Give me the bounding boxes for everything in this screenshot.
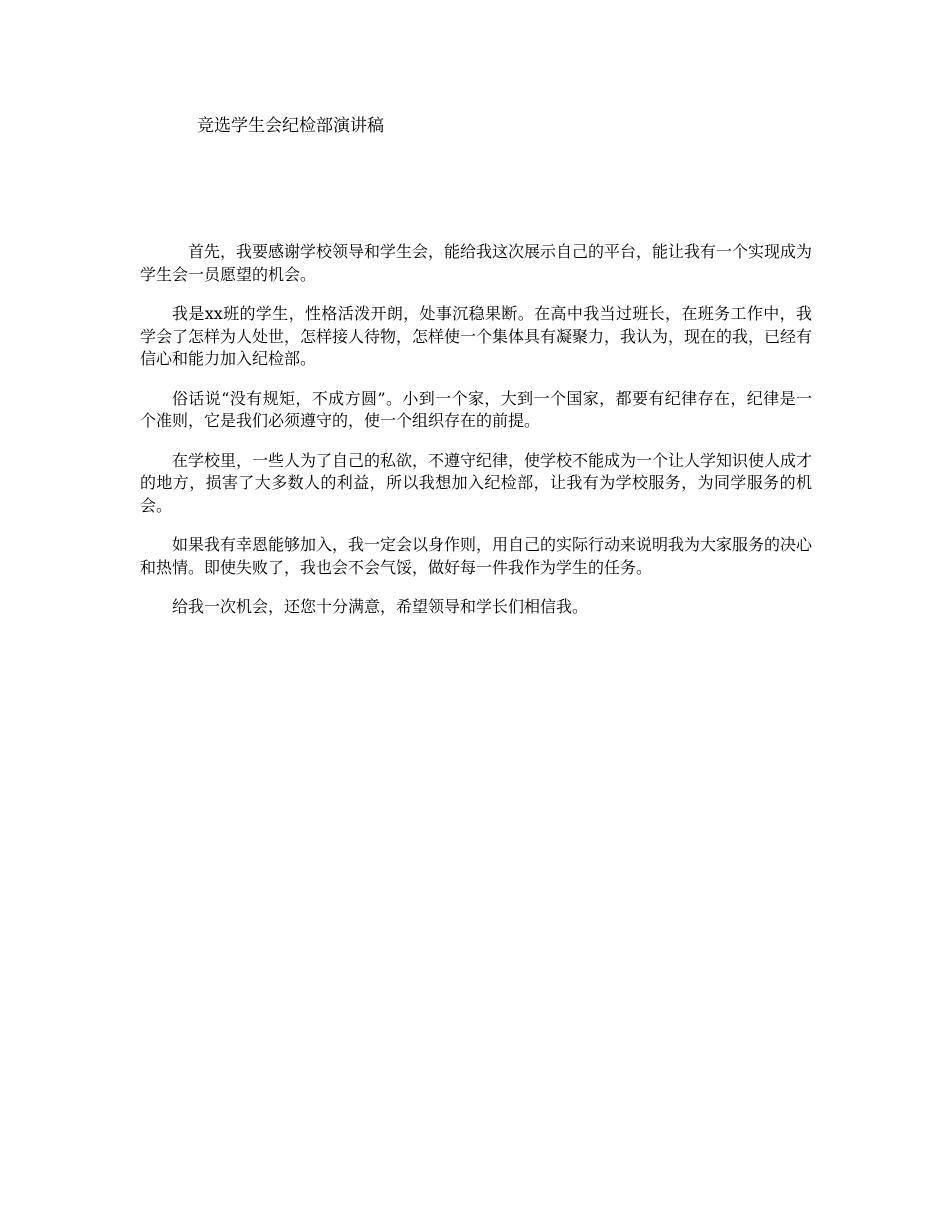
- document-title: 竞选学生会纪检部演讲稿: [197, 116, 384, 136]
- document-body: [140, 241, 812, 636]
- paragraph-1: 首先，我要感谢学校领导和学生会，能给我这次展示自己的平台，能让我有一个实现成为学生会一员愿望的机会。: [140, 242, 813, 284]
- paragraph-2: 我是xx班的学生，性格活泼开朗，处事沉稳果断。在高中我当过班长，在班务工作中，我学会了怎样为人处世，怎样接人待物，怎样使一个集体具有凝聚力，我认为，现在的我，已经有信心和能力加入纪检部。: [140, 304, 813, 368]
- paragraph-6: 给我一次机会，还您十分满意，希望领导和学长们相信我。: [172, 597, 589, 616]
- paragraph-5: 如果我有幸恩能够加入，我一定会以身作则，用自己的实际行动来说明我为大家服务的决心和热情。即使失败了，我也会不会气馁，做好每一件我作为学生的任务。: [140, 535, 813, 577]
- paragraph-3: 俗话说“没有规矩，不成方圆”。小到一个家，大到一个国家，都要有纪律存在，纪律是一个准则，它是我们必须遵守的，使一个组织存在的前提。: [140, 388, 812, 430]
- paragraph-4: 在学校里，一些人为了自己的私欲，不遵守纪律，使学校不能成为一个让人学知识使人成才的地方，损害了大多数人的利益，所以我想加入纪检部，让我有为学校服务，为同学服务的机会。: [140, 450, 813, 515]
